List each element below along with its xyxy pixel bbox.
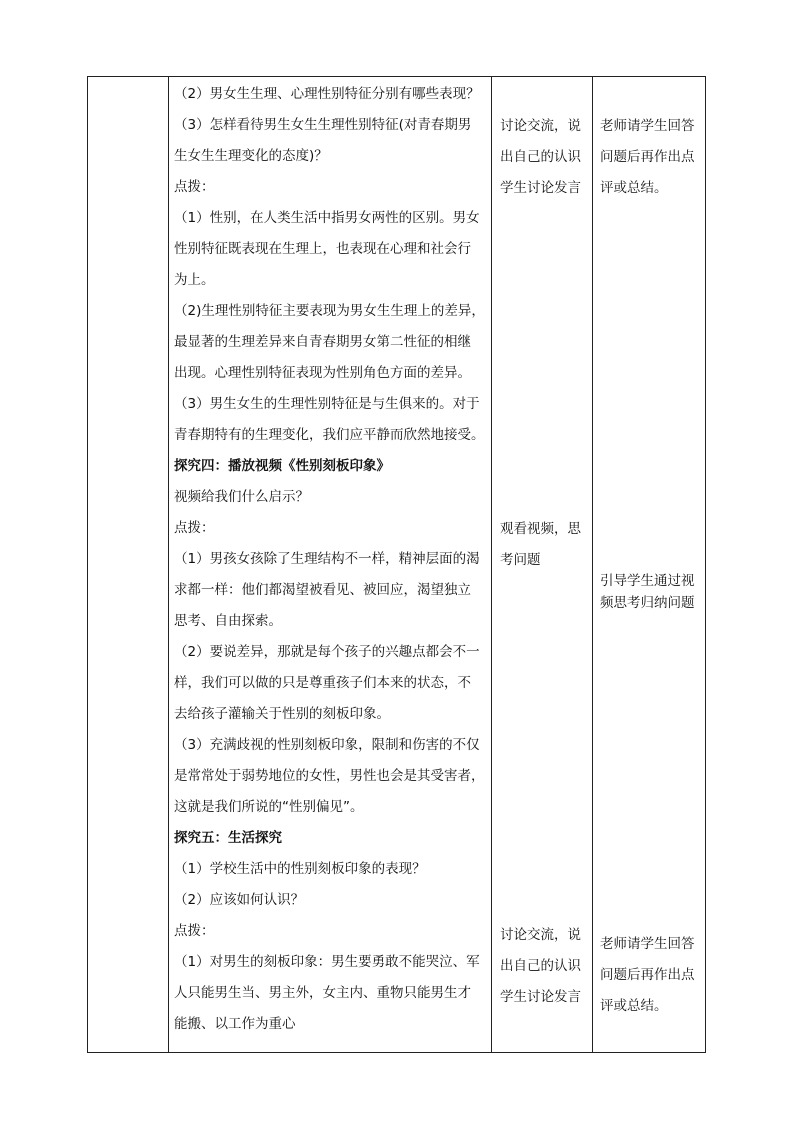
content-line: 求都一样：他们都渴望被看见、被回应，渴望独立	[174, 582, 471, 598]
content-line: （2）要说差异，那就是每个孩子的兴趣点都会不一	[174, 644, 480, 660]
teacher-activity-line: 老师请学生回答	[600, 118, 695, 134]
content-line: （1）男孩女孩除了生理结构不一样，精神层面的渴	[174, 551, 480, 567]
lesson-table	[87, 76, 706, 1053]
content-line: 青春期特有的生理变化，我们应平静而欣然地接受。	[174, 427, 485, 443]
content-line: （3）男生女生的生理性别特征是与生俱来的。对于	[174, 396, 480, 412]
teacher-activity-block-2	[600, 570, 704, 614]
content-line: （2）男女生生理、心理性别特征分别有哪些表现？	[174, 86, 480, 102]
student-activity-line: 学生讨论发言	[500, 989, 581, 1005]
content-line: （1）对男生的刻板印象：男生要勇敢不能哭泣、军	[174, 954, 480, 970]
content-line: 样，我们可以做的只是尊重孩子们本来的状态，不	[174, 675, 471, 691]
content-line: 点拨：	[174, 923, 215, 939]
content-line: 视频给我们什么启示？	[174, 489, 309, 505]
column-divider-3	[592, 77, 593, 1052]
section-heading: 探究五：生活探究	[174, 830, 282, 846]
student-activity-line: 讨论交流，说	[500, 927, 581, 943]
content-line: （1）学校生活中的性别刻板印象的表现？	[174, 861, 426, 877]
student-activity-line: 观看视频，思	[500, 521, 581, 537]
content-line: 性别特征既表现在生理上，也表现在心理和社会行	[174, 241, 471, 257]
student-activity-block-2	[500, 514, 592, 576]
student-activity-line: 讨论交流，说	[500, 118, 581, 134]
content-line: 思考、自由探索。	[174, 613, 282, 629]
content-line: 这就是我们所说的“性别偏见”。	[174, 799, 364, 815]
teacher-activity-block-1	[600, 111, 704, 204]
student-activity-block-3	[500, 920, 592, 1013]
teacher-activity-line: 引导学生通过视	[600, 573, 695, 589]
student-activity-line: 出自己的认识	[500, 958, 581, 974]
content-line: 为上。	[174, 272, 215, 288]
content-line: 去给孩子灌输关于性别的刻板印象。	[174, 706, 390, 722]
section-heading: 探究四：播放视频《性别刻板印象》	[174, 458, 390, 474]
content-line: （2)生理性别特征主要表现为男女生生理上的差异，	[174, 303, 485, 319]
content-line: 点拨：	[174, 520, 215, 536]
student-activity-line: 学生讨论发言	[500, 180, 581, 196]
content-line: 最显著的生理差异来自青春期男女第二性征的相继	[174, 334, 471, 350]
teacher-activity-block-3	[600, 929, 704, 1022]
content-line: （3）怎样看待男生女生生理性别特征(对青春期男	[174, 117, 472, 133]
content-line: 点拨：	[174, 179, 215, 195]
teaching-content-column	[174, 79, 492, 1040]
content-line: 出现。心理性别特征表现为性别角色方面的差异。	[174, 365, 471, 381]
content-line: （3）充满歧视的性别刻板印象，限制和伤害的不仅	[174, 737, 480, 753]
column-divider-1	[168, 77, 169, 1052]
content-line: 是常常处于弱势地位的女性，男性也会是其受害者，	[174, 768, 485, 784]
teacher-activity-line: 问题后再作出点	[600, 967, 695, 983]
content-line: （1）性别，在人类生活中指男女两性的区别。男女	[174, 210, 480, 226]
content-line: 人只能男生当、男主外，女主内、重物只能男生才	[174, 985, 471, 1001]
teacher-activity-line: 老师请学生回答	[600, 936, 695, 952]
teacher-activity-line: 评或总结。	[600, 180, 668, 196]
teacher-activity-line: 问题后再作出点	[600, 149, 695, 165]
content-line: 生女生生理变化的态度)？	[174, 148, 328, 164]
content-line: （2）应该如何认识？	[174, 892, 305, 908]
student-activity-line: 出自己的认识	[500, 149, 581, 165]
content-line: 能搬、以工作为重心	[174, 1016, 296, 1032]
teacher-activity-line: 频思考归纳问题	[600, 595, 695, 611]
teacher-activity-line: 评或总结。	[600, 998, 668, 1014]
student-activity-block-1	[500, 111, 592, 204]
student-activity-line: 考问题	[500, 552, 541, 568]
